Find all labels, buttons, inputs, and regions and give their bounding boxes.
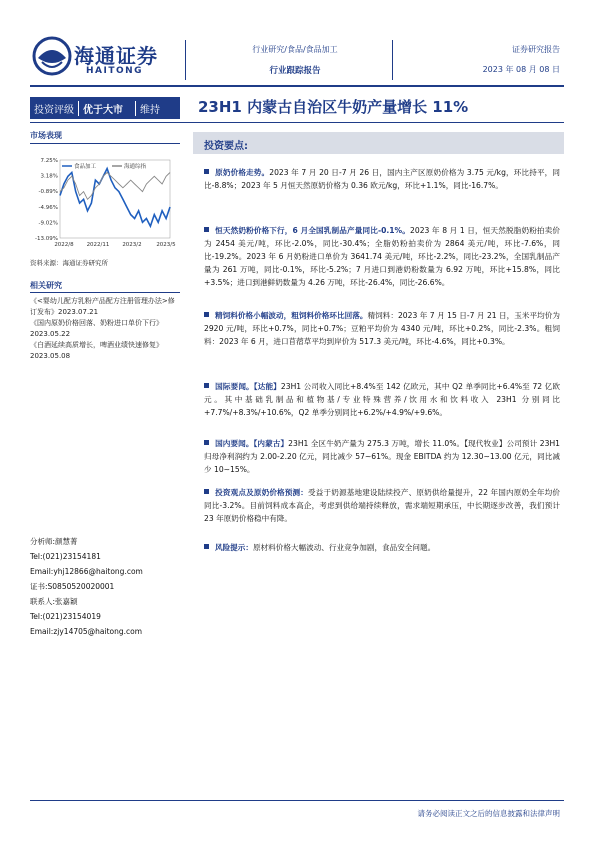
bullet-square-icon — [204, 544, 209, 549]
bullet-body: 23H1 公司收入同比+8.4%至 142 亿欧元，其中 Q2 单季同比+6.4%至 72 亿欧元。其中基础乳制品和植物基/专业特殊营养/饮用水和饮料收入 23H1 分别同比+7.7%/+8.3%/+10.6%，Q2 单季分别同比+6.2%/+4.9%/+9.6%。 — [204, 382, 561, 417]
bullet-body: 2023 年 8 月 1 日，恒天然脱脂奶粉拍卖价为 2454 美元/吨，环比-2.0%，同比-30.4%；全脂奶粉拍卖价为 2864 美元/吨，环比-7.6%，同比-19.2%。2023 年 6 月奶粉进口单价为 3641.74 美元/吨，环比-2.2%，同比-23.2%，全国乳制品产量为 261 万吨，同比-0.1%，环比-5.2%；7 月进口到港奶粉数量为 6.92 万吨，环比+15.8%，同比+3.5%；进口到港鲜奶数量为 4.26 万吨，环比-26.4%，同比-26.6%。 — [204, 226, 560, 287]
bullet-body: 精饲料：2023 年 7 月 15 日-7 月 21 日，玉米平均价为 2920 元/吨，环比+0.7%，同比+0.7%；豆粕平均价为 4340 元/吨，环比+0.2%，同比-2.3%。粗饲料：2023 年 6 月，进口苜蓿草平均到岸价为 517.3 美元/吨，环比-4.6%，同比+0.3%。 — [204, 311, 561, 346]
y-tick-label: 7.25% — [40, 158, 58, 164]
related-item: 《国内原奶价格回落、奶粉进口单价下行》2023.05.22 — [30, 319, 163, 338]
bullet-item — [204, 224, 560, 289]
bullet-item — [204, 166, 560, 192]
analyst-email: Email:yhj12866@haitong.com — [30, 567, 143, 576]
analyst-info — [30, 534, 143, 639]
y-tick-label: -13.09% — [35, 236, 58, 242]
related-item: 《<婴幼儿配方乳粉产品配方注册管理办法>修订发布》2023.07.21 — [30, 297, 175, 316]
bullet-item — [204, 437, 560, 476]
header-category: 行业研究/食品/食品加工 — [252, 45, 338, 54]
x-tick-label: 2022/8 — [54, 242, 74, 248]
y-tick-label: -0.89% — [38, 189, 58, 196]
bullet-body: 23H1 全区牛奶产量为 275.3 万吨，增长 11.0%。【现代牧业】公司预计 23H1 归母净利润约为 2.00-2.20 亿元，同比减少 57~61%。现金 EBITDA 约为 12.30~13.00 亿元，同比减少 10~15%。 — [204, 439, 561, 474]
bullet-square-icon — [204, 227, 209, 232]
bullet-head: 恒天然奶粉价格下行，6 月全国乳制品产量同比-0.1%。 — [215, 226, 411, 235]
rating-value: 优于大市 — [78, 101, 127, 116]
contact-tel: Tel:(021)23154019 — [30, 612, 101, 621]
analyst-cert: 证书:S0850520020001 — [30, 582, 115, 591]
x-tick-label: 2022/11 — [86, 242, 110, 248]
sidebar-rule — [30, 143, 180, 144]
logo-text-en: HAITONG — [86, 66, 144, 76]
report-title: 23H1 内蒙古自治区牛奶产量增长 11% — [198, 98, 469, 116]
header-divider — [392, 40, 393, 80]
bullet-square-icon — [204, 489, 209, 494]
key-points-bar — [193, 132, 564, 154]
bullet-body: 原材料价格大幅波动、行业竞争加剧，食品安全问题。 — [252, 543, 436, 552]
title-rule — [30, 122, 564, 123]
market-performance-title: 市场表现 — [30, 131, 62, 140]
footer-rule — [30, 800, 564, 801]
bullet-item — [204, 380, 560, 419]
x-tick-label: 2023/5 — [156, 242, 176, 248]
key-points-title: 投资要点: — [204, 141, 248, 152]
bullet-item — [204, 486, 560, 525]
bullet-head: 投资观点及原奶价格预测： — [215, 488, 309, 497]
bullet-square-icon — [204, 169, 209, 174]
plot-area — [60, 160, 170, 238]
bullet-head: 精饲料价格小幅波动，粗饲料价格环比回落。 — [215, 311, 368, 320]
bullet-square-icon — [204, 312, 209, 317]
y-tick-label: 3.18% — [40, 173, 58, 180]
related-research-title: 相关研究 — [30, 281, 62, 290]
y-tick-label: -9.02% — [38, 220, 58, 227]
rating-label: 投资评级 — [34, 104, 74, 116]
bullet-body: 2023 年 7 月 20 日-7 月 26 日，国内主产区原奶价格为 3.75 元/kg，环比持平，同比-8.8%；2023 年 5 月恒天然原奶价格为 0.36 欧元/kg，环比+1.1%，同比-16.7%。 — [204, 168, 561, 190]
chart-source: 资料来源：海通证券研究所 — [30, 259, 108, 267]
footer-disclaimer: 请务必阅读正文之后的信息披露和法律声明 — [417, 809, 560, 818]
header-date: 2023 年 08 月 08 日 — [482, 65, 560, 74]
x-tick-label: 2023/2 — [122, 242, 142, 248]
bullet-head: 风险提示： — [215, 543, 253, 552]
bullet-square-icon — [204, 383, 209, 388]
bullet-body: 受益于奶源基地建设陆续投产、原奶供给量提升，22 年国内原奶全年均价同比-3.2%。目前饲料成本高企，考虑到供给端持续释放，需求端短期承压，中长期逐步改善，我们预计 23 年原奶价格稳中有降。 — [204, 488, 560, 523]
y-tick-label: -4.96% — [38, 204, 58, 211]
sidebar-rule — [30, 292, 180, 293]
bullet-head: 国内要闻。【内蒙古】 — [215, 439, 289, 448]
legend-label: 食品加工 — [74, 164, 97, 170]
bullet-square-icon — [204, 440, 209, 445]
analyst-tel: Tel:(021)23154181 — [30, 552, 101, 561]
legend-label: 海通综指 — [124, 164, 147, 170]
analyst-name: 分析师:颜慧菁 — [30, 537, 78, 546]
contact-email: Email:zjy14705@haitong.com — [30, 627, 143, 636]
logo-text-cn: 海通证券 — [74, 44, 158, 68]
bullet-item — [204, 309, 560, 348]
market-performance-chart — [30, 150, 180, 250]
bullet-head: 原奶价格走势。 — [215, 168, 270, 177]
bullet-head: 国际要闻。【达能】 — [215, 382, 281, 391]
related-item: 《白酒延续高质增长，啤酒业绩快速修复》2023.05.08 — [30, 341, 163, 360]
header-report-type: 行业跟踪报告 — [269, 66, 321, 76]
bullet-item — [204, 541, 560, 554]
header-rule — [30, 85, 564, 87]
rating-action: 维持 — [135, 101, 164, 116]
header-divider — [185, 40, 186, 80]
rating-box — [30, 97, 180, 119]
header-right-label: 证券研究报告 — [512, 45, 560, 54]
contact-name: 联系人:张嘉颖 — [30, 597, 78, 606]
